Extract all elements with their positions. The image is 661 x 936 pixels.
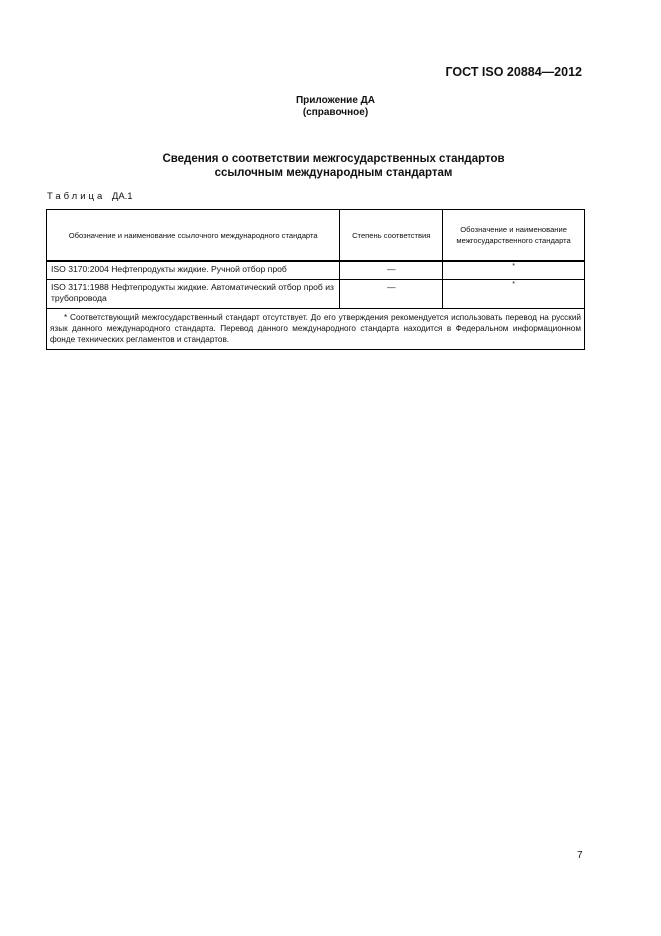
table-footnote-row [47,309,585,350]
section-title-line2: ссылочным международным стандартам [214,167,453,179]
table-caption-prefix: Таблица [47,191,106,202]
cell-international-standard: ISO 3170:2004 Нефтепродукты жидкие. Ручной отбор проб [47,261,340,280]
cell-degree: — [340,280,443,309]
standards-correspondence-table [46,209,585,350]
cell-interstate-standard: * [443,261,585,280]
table-row [47,280,585,309]
table-caption [47,191,133,202]
column-header-interstate-standard: Обозначение и наименование межгосударственного стандарта [443,210,585,262]
table-caption-number: ДА.1 [111,191,133,202]
table-row [47,261,585,280]
section-title-line1: Сведения о соответствии межгосударственных стандартов [162,153,505,165]
column-header-degree: Степень соответствия [340,210,443,262]
footnote-text: * Соответствующий межгосударственный стандарт отсутствует. До его утверждения рекомендуется использовать перевод на русский язык данного международного стандарта. Перевод данного международного стандарта находится в Федеральном информационном фонде технических регламентов и стандартов. [50,313,581,344]
annex-title: Приложение ДА [295,95,376,106]
page-number: 7 [577,850,583,861]
cell-interstate-standard: * [443,280,585,309]
cell-degree: — [340,261,443,280]
table-footnote [47,309,585,350]
annex-subtitle: (справочное) [302,107,369,118]
document-code: ГОСТ ISO 20884—2012 [445,65,582,79]
cell-international-standard: ISO 3171:1988 Нефтепродукты жидкие. Автоматический отбор проб из трубопровода [47,280,340,309]
section-title [0,152,661,180]
table-header-row [47,210,585,262]
column-header-international-standard: Обозначение и наименование ссылочного международного стандарта [47,210,340,262]
annex-heading [0,95,661,119]
